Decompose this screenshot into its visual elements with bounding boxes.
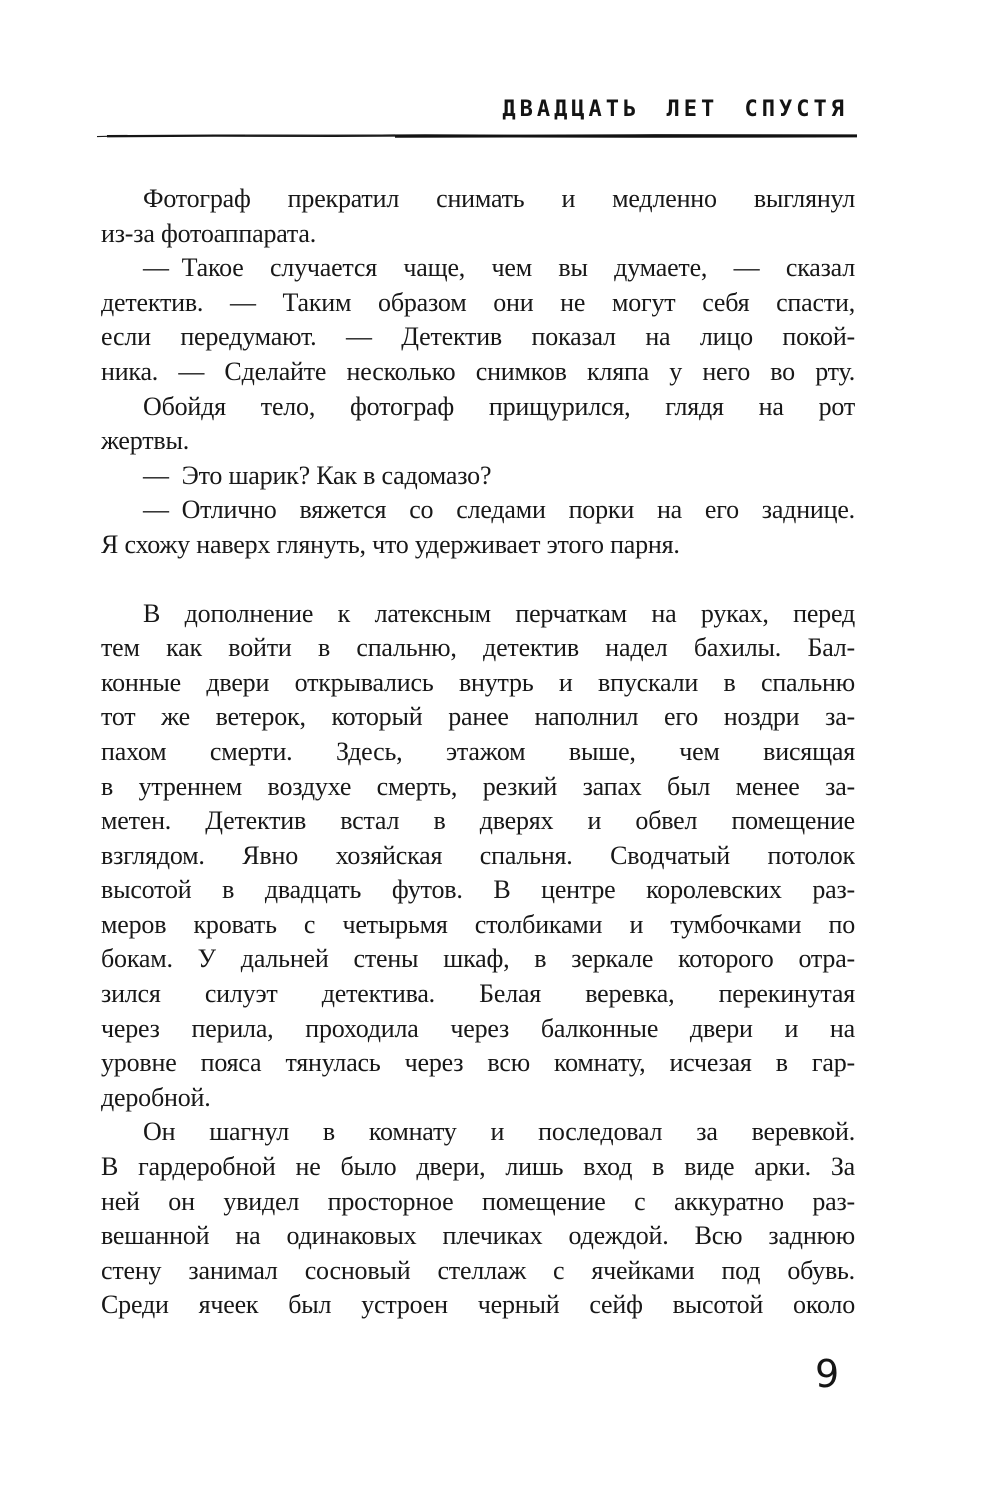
- text-line: через перила, проходила через балконные двери и на: [101, 1013, 855, 1043]
- text-line: пахом смерти. Здесь, этажом выше, чем висящая: [101, 736, 855, 766]
- paragraph-2: [101, 251, 855, 389]
- text-line: жертвы.: [101, 426, 190, 456]
- text-line: — Это шарик? Как в садомазо?: [143, 460, 492, 490]
- text-line: — Такое случается чаще, чем вы думаете, — сказал: [143, 253, 855, 283]
- page-number: 9: [815, 1352, 840, 1396]
- paragraph-6: [101, 597, 855, 1116]
- text-line: Я схожу наверх глянуть, что удерживает этого парня.: [101, 529, 680, 559]
- text-line: Обойдя тело, фотограф прищурился, глядя на рот: [143, 391, 855, 421]
- text-line: Фотограф прекратил снимать и медленно выглянул: [143, 184, 855, 213]
- text-line: бокам. У дальней стены шкаф, в зеркале которого отра-: [101, 944, 855, 974]
- text-line: конные двери открывались внутрь и впускали в спальню: [101, 667, 855, 697]
- page-text: [101, 182, 855, 1323]
- text-line: детектив. — Таким образом они не могут себя спасти,: [101, 287, 855, 317]
- text-line: меров кровать с четырьмя столбиками и тумбочками по: [101, 909, 855, 939]
- text-line: тем как войти в спальню, детектив надел бахилы. Бал-: [101, 633, 855, 663]
- text-line: взглядом. Явно хозяйская спальня. Сводчатый потолок: [101, 840, 855, 870]
- text-line: — Отлично вяжется со следами порки на его заднице.: [143, 495, 855, 525]
- paragraph-1: [101, 182, 855, 251]
- text-line: В гардеробной не было двери, лишь вход в виде арки. За: [101, 1152, 855, 1182]
- text-line: деробной.: [101, 1082, 211, 1112]
- text-line: из-за фотоаппарата.: [101, 218, 317, 248]
- text-line: высотой в двадцать футов. В центре королевских раз-: [101, 875, 855, 905]
- text-line: Он шагнул в комнату и последовал за веревкой.: [143, 1117, 855, 1147]
- paragraph-5: [101, 493, 855, 562]
- text-line: тот же ветерок, который ранее наполнил его ноздри за-: [101, 702, 855, 732]
- text-line: В дополнение к латексным перчаткам на руках, перед: [143, 598, 855, 628]
- header-rule: [95, 131, 857, 141]
- text-line: если передумают. — Детектив показал на лицо покой-: [101, 322, 855, 352]
- text-line: уровне пояса тянулась через всю комнату, исчезая в гар-: [101, 1048, 855, 1078]
- paragraph-3: [101, 390, 855, 459]
- text-line: вешанной на одинаковых плечиках одеждой. Всю заднюю: [101, 1221, 855, 1251]
- text-line: Среди ячеек был устроен черный сейф высотой около: [101, 1290, 855, 1320]
- text-line: стену занимал сосновый стеллаж с ячейками под обувь.: [101, 1255, 855, 1285]
- running-title: ДВАДЦАТЬ ЛЕТ СПУСТЯ: [502, 97, 848, 122]
- text-line: в утреннем воздухе смерть, резкий запах был менее за-: [101, 771, 855, 801]
- text-line: метен. Детектив встал в дверях и обвел помещение: [101, 806, 855, 836]
- text-line: ней он увидел просторное помещение с аккуратно раз-: [101, 1186, 855, 1216]
- section-break: [101, 563, 855, 597]
- paragraph-7: [101, 1115, 855, 1323]
- text-line: зился силуэт детектива. Белая веревка, перекинутая: [101, 979, 855, 1009]
- page-header: [100, 97, 848, 123]
- text-line: ника. — Сделайте несколько снимков кляпа у него во рту.: [101, 356, 855, 386]
- paragraph-4: [101, 459, 855, 494]
